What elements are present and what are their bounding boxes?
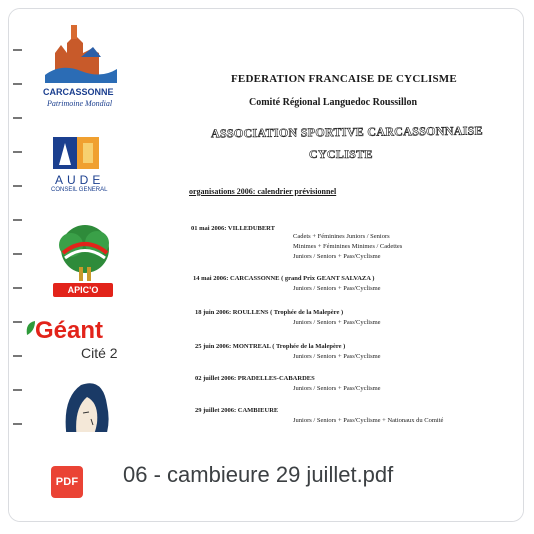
apico-logo	[49, 223, 121, 303]
event-4-category: Juniors / Seniors + Pass'Cyclisme	[293, 353, 381, 360]
event-6-date: 29 juillet 2006: CAMBIEURE	[195, 407, 279, 414]
file-name[interactable]: 06 - cambieure 29 juillet.pdf	[123, 462, 394, 487]
event-5-category: Juniors / Seniors + Pass'Cyclisme	[293, 385, 381, 392]
calendar-heading: organisations 2006: calendrier prévisionnel	[189, 187, 337, 196]
pdf-file-icon: PDF	[51, 466, 83, 498]
association-title-line1: ASSOCIATION SPORTIVE CARCASSONNAISE	[210, 123, 483, 141]
carcassonne-name: CARCASSONNE	[43, 87, 114, 97]
carcassonne-logo	[41, 23, 121, 109]
event-6-category: Juniors / Seniors + Pass'Cyclisme + Nationaux du Comité	[293, 417, 444, 424]
comite-title: Comité Régional Languedoc Roussillon	[249, 97, 418, 108]
association-title-line2: CYCLISTE	[309, 147, 373, 161]
geant-subtitle: Cité 2	[81, 345, 118, 361]
event-5-date: 02 juillet 2006: PRADELLES-CABARDES	[195, 375, 315, 382]
event-1-category: Juniors / Seniors + Pass'Cyclisme	[293, 253, 381, 260]
event-4-date: 25 juin 2006: MONTREAL ( Trophée de la Malepère )	[195, 343, 346, 350]
carcassonne-subtitle: Patrimoine Mondial	[47, 99, 113, 108]
aude-logo	[45, 135, 115, 195]
file-card-footer[interactable]	[9, 432, 524, 522]
portrait-illustration	[57, 379, 113, 432]
geant-logo	[23, 313, 133, 363]
event-1-date: 01 mai 2006: VILLEDUBERT	[191, 225, 275, 232]
event-1-category: Cadets + Féminines Juniors / Seniors	[293, 233, 390, 240]
file-card[interactable]	[8, 8, 524, 522]
federation-title: FEDERATION FRANCAISE DE CYCLISME	[231, 73, 457, 85]
aude-name: AUDE	[55, 173, 105, 187]
castle-icon	[41, 23, 121, 85]
aude-subtitle: CONSEIL GENERAL	[51, 187, 108, 193]
aude-emblem-icon	[45, 135, 115, 171]
event-1-category: Minimes + Féminines Minimes / Cadettes	[293, 243, 403, 250]
event-3-date: 18 juin 2006: ROULLENS ( Trophée de la Malepère )	[195, 309, 344, 316]
event-2-category: Juniors / Seniors + Pass'Cyclisme	[293, 285, 381, 292]
event-3-category: Juniors / Seniors + Pass'Cyclisme	[293, 319, 381, 326]
event-2-date: 14 mai 2006: CARCASSONNE ( grand Prix GEANT SALVAZA )	[193, 275, 375, 282]
tree-icon	[49, 223, 121, 287]
geant-name: Géant	[35, 317, 104, 344]
apico-label: APIC'O	[53, 283, 113, 297]
file-preview[interactable]	[9, 9, 524, 432]
